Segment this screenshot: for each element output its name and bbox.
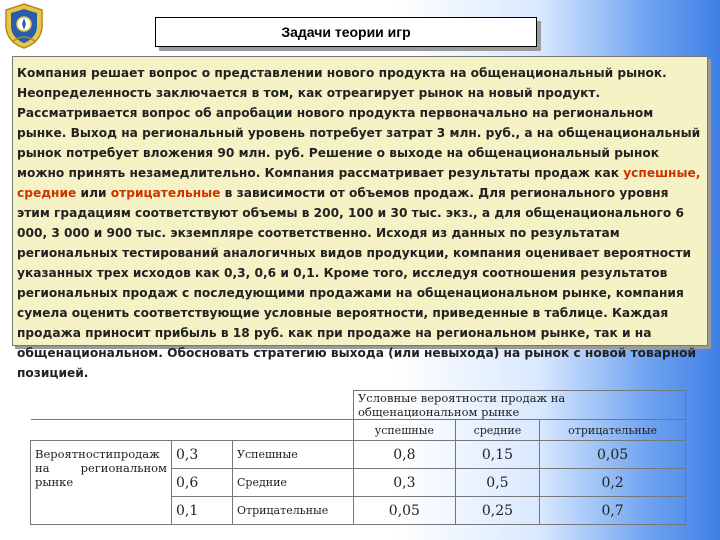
outcome-category: Отрицательные bbox=[233, 497, 354, 525]
probability-cell: 0,7 bbox=[540, 497, 686, 525]
problem-statement-text bbox=[17, 63, 703, 383]
highlighted-term: успешные, средние bbox=[17, 166, 701, 200]
regional-probability: 0,6 bbox=[172, 469, 233, 497]
probability-cell: 0,25 bbox=[455, 497, 539, 525]
column-header-negative: отрицательные bbox=[540, 420, 686, 441]
probability-cell: 0,2 bbox=[540, 469, 686, 497]
probability-cell: 0,15 bbox=[455, 441, 539, 469]
paragraph-fragment: или bbox=[76, 186, 111, 200]
table-header: Условные вероятности продаж на общенациональном рынке bbox=[354, 391, 686, 420]
highlighted-term: отрицательные bbox=[110, 186, 221, 200]
column-header-successful: успешные bbox=[354, 420, 456, 441]
problem-statement-box bbox=[12, 56, 708, 380]
probability-cell: 0,05 bbox=[540, 441, 686, 469]
probability-cell: 0,5 bbox=[455, 469, 539, 497]
probability-cell: 0,05 bbox=[354, 497, 456, 525]
paragraph-fragment: в зависимости от объемов продаж. Для регионального уровня этим градациям соответствуют объемы в 200, 100 и 30 тыс. экз., а для общенационального 6 000, 3 000 и 900 тыс. экземпляре соответственно. Исходя из данных по результатам региональных тестирований аналогичных видов продукции, компания оценивает вероятности указанных трех исходов как 0,3, 0,6 и 0,1. Кроме того, исследуя соотношения результатов региональных продаж с последующими продажами на общенациональном рынке, компания сумела оценить соответствующие условные вероятности, приведенные в таблице. Каждая продажа приносит прибыль в 18 руб. как при продаже на региональном рынке, так и на общенациональном. Обосновать стратегию выхода (или невыхода) на рынок с новой товарной позицией. bbox=[17, 186, 697, 380]
probability-cell: 0,8 bbox=[354, 441, 456, 469]
conditional-probability-table bbox=[30, 390, 686, 525]
table-empty-corner bbox=[31, 420, 354, 441]
slide-title: Задачи теории игр bbox=[155, 17, 537, 47]
paragraph-fragment: Компания решает вопрос о представлении нового продукта на общенациональный рынок. Неопределенность заключается в том, как отреагирует рынок на новый продукт. Рассматривается вопрос об апробации нового продукта первоначально на региональном рынке. Выход на региональный уровень потребует затрат 3 млн. руб., а на общенациональный рынок потребует вложения 90 млн. руб. Решение о выходе на общенациональный рынок можно принять незамедлительно. Компания рассматривает результаты продаж как bbox=[17, 66, 701, 180]
regional-probability: 0,3 bbox=[172, 441, 233, 469]
table-row bbox=[31, 441, 686, 469]
row-group-label: Вероятностипродаж на региональном рынке bbox=[31, 441, 172, 525]
regional-probability: 0,1 bbox=[172, 497, 233, 525]
table-header-row bbox=[31, 391, 686, 420]
crest-emblem-icon bbox=[2, 2, 46, 50]
outcome-category: Успешные bbox=[233, 441, 354, 469]
probability-cell: 0,3 bbox=[354, 469, 456, 497]
table-column-header-row bbox=[31, 420, 686, 441]
outcome-category: Средние bbox=[233, 469, 354, 497]
table-empty-corner bbox=[31, 391, 354, 420]
column-header-average: средние bbox=[455, 420, 539, 441]
